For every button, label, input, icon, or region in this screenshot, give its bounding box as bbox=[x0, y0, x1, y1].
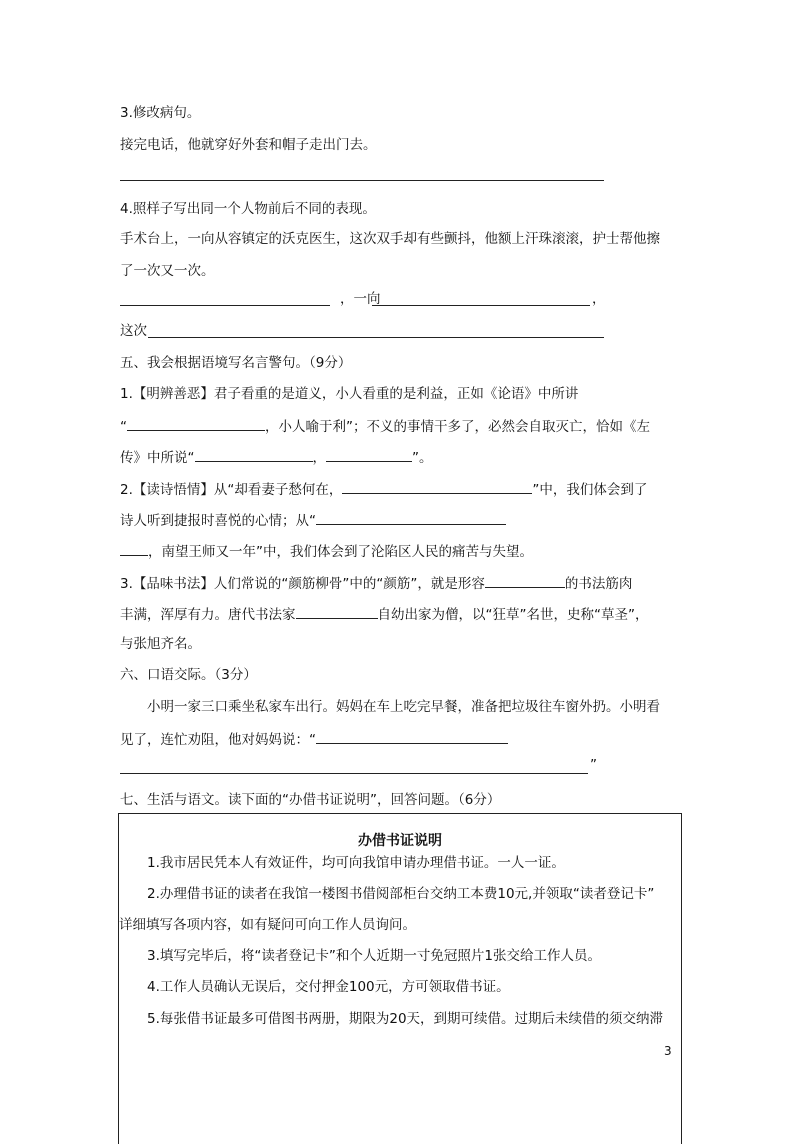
notice-rule-5: 5.每张借书证最多可借图书两册，期限为20天，到期可续借。过期后未续借的须交纳滞 bbox=[147, 1011, 664, 1027]
s5-item2-line2-text: 诗人听到捷报时喜悦的心情；从“ bbox=[120, 513, 316, 529]
s5-item1-open-quote: “ bbox=[120, 419, 127, 435]
s6-para-line1: 小明一家三口乘坐私家车出行。妈妈在车上吃完早餐，准备把垃圾往车窗外扔。小明看 bbox=[147, 699, 660, 715]
s5-item3-line2-a: 丰满，浑厚有力。唐代书法家 bbox=[120, 607, 296, 623]
section5-heading: 五、我会根据语境写名言警句。（9分） bbox=[120, 355, 352, 371]
s5-item3-line1-b: 的书法筋肉 bbox=[564, 576, 633, 592]
notice-rule-4: 4.工作人员确认无误后，交付押金100元，方可领取借书证。 bbox=[147, 979, 510, 995]
s5-item2-line1 bbox=[120, 479, 647, 499]
q4-blank-3[interactable] bbox=[148, 337, 604, 338]
s5-item1-line2-rest: ，小人喻于利”；不义的事情干多了，必然会自取灭亡，恰如《左 bbox=[265, 419, 650, 435]
s5-item3-line2 bbox=[120, 604, 648, 624]
notice-rule-2-line2: 详细填写各项内容，如有疑问可向工作人员询问。 bbox=[119, 917, 416, 933]
s6-close-quote: ” bbox=[590, 757, 597, 773]
s5-blank-4[interactable] bbox=[342, 479, 532, 494]
s5-item2-line2 bbox=[120, 510, 506, 530]
s5-blank-7[interactable] bbox=[485, 573, 565, 588]
q4-fill2-start: 这次 bbox=[120, 323, 147, 339]
q4-blank-2[interactable] bbox=[372, 305, 590, 306]
s6-blank-1[interactable] bbox=[316, 729, 508, 744]
s5-item1-line3-c: ”。 bbox=[412, 450, 433, 466]
s6-para-line2-text: 见了，连忙劝阻，他对妈妈说：“ bbox=[120, 732, 316, 748]
s5-item2-line1-b: ”中，我们体会到了 bbox=[532, 482, 648, 498]
s5-blank-5[interactable] bbox=[316, 510, 506, 525]
q4-heading: 4.照样子写出同一个人物前后不同的表现。 bbox=[120, 201, 376, 217]
notice-rule-2-line1: 2.办理借书证的读者在我馆一楼图书借阅部柜台交纳工本费10元,并领取“读者登记卡” bbox=[147, 886, 655, 902]
s5-blank-2[interactable] bbox=[195, 447, 313, 462]
s5-item1-line3-b: ， bbox=[312, 450, 326, 466]
q4-fill1-mid: ，一向 bbox=[340, 291, 381, 307]
section7-heading: 七、生活与语文。读下面的“办借书证说明”，回答问题。（6分） bbox=[120, 792, 501, 808]
s6-answer-line[interactable] bbox=[120, 773, 588, 774]
page-number: 3 bbox=[664, 1044, 672, 1058]
s5-item1-line3 bbox=[120, 447, 433, 467]
q4-blank-1[interactable] bbox=[120, 305, 330, 306]
s5-item2-line3 bbox=[120, 541, 533, 561]
s5-blank-6[interactable] bbox=[120, 541, 148, 556]
s5-item1-line1: 1.【明辨善恶】君子看重的是道义，小人看重的是利益，正如《论语》中所讲 bbox=[120, 386, 579, 402]
notice-title: 办借书证说明 bbox=[358, 833, 442, 849]
q4-example-line2: 了一次又一次。 bbox=[120, 263, 215, 279]
s5-blank-3[interactable] bbox=[326, 447, 412, 462]
q3-sentence: 接完电话，他就穿好外套和帽子走出门去。 bbox=[120, 137, 377, 153]
q4-fill1-end: ， bbox=[592, 291, 606, 307]
s5-item3-line1-a: 3.【品味书法】人们常说的“颜筋柳骨”中的“颜筋”，就是形容 bbox=[120, 576, 485, 592]
s6-para-line2 bbox=[120, 729, 508, 749]
library-card-notice-box bbox=[118, 813, 682, 1144]
s5-item3-line1 bbox=[120, 573, 632, 593]
notice-rule-1: 1.我市居民凭本人有效证件，均可向我馆申请办理借书证。一人一证。 bbox=[147, 855, 565, 871]
q3-answer-line[interactable] bbox=[120, 180, 604, 181]
s5-item3-line2-b: 自幼出家为僧，以“狂草”名世，史称“草圣”， bbox=[377, 607, 649, 623]
q3-heading: 3.修改病句。 bbox=[120, 105, 201, 121]
q4-example-line1: 手术台上，一向从容镇定的沃克医生，这次双手却有些颤抖，他额上汗珠滚滚，护士帮他擦 bbox=[120, 231, 660, 247]
s5-item1-line3-a: 传》中所说“ bbox=[120, 450, 195, 466]
s5-item2-line3-text: ，南望王师又一年”中，我们体会到了沦陷区人民的痛苦与失望。 bbox=[148, 544, 533, 560]
s5-blank-1[interactable] bbox=[127, 416, 265, 431]
section6-heading: 六、口语交际。（3分） bbox=[120, 667, 257, 683]
s5-item2-line1-a: 2.【读诗悟情】从“却看妻子愁何在， bbox=[120, 482, 343, 498]
notice-rule-3: 3.填写完毕后，将“读者登记卡”和个人近期一寸免冠照片1张交给工作人员。 bbox=[147, 948, 601, 964]
s5-item1-line2 bbox=[120, 416, 650, 436]
s5-blank-8[interactable] bbox=[296, 604, 378, 619]
s5-item3-line3: 与张旭齐名。 bbox=[120, 636, 201, 652]
